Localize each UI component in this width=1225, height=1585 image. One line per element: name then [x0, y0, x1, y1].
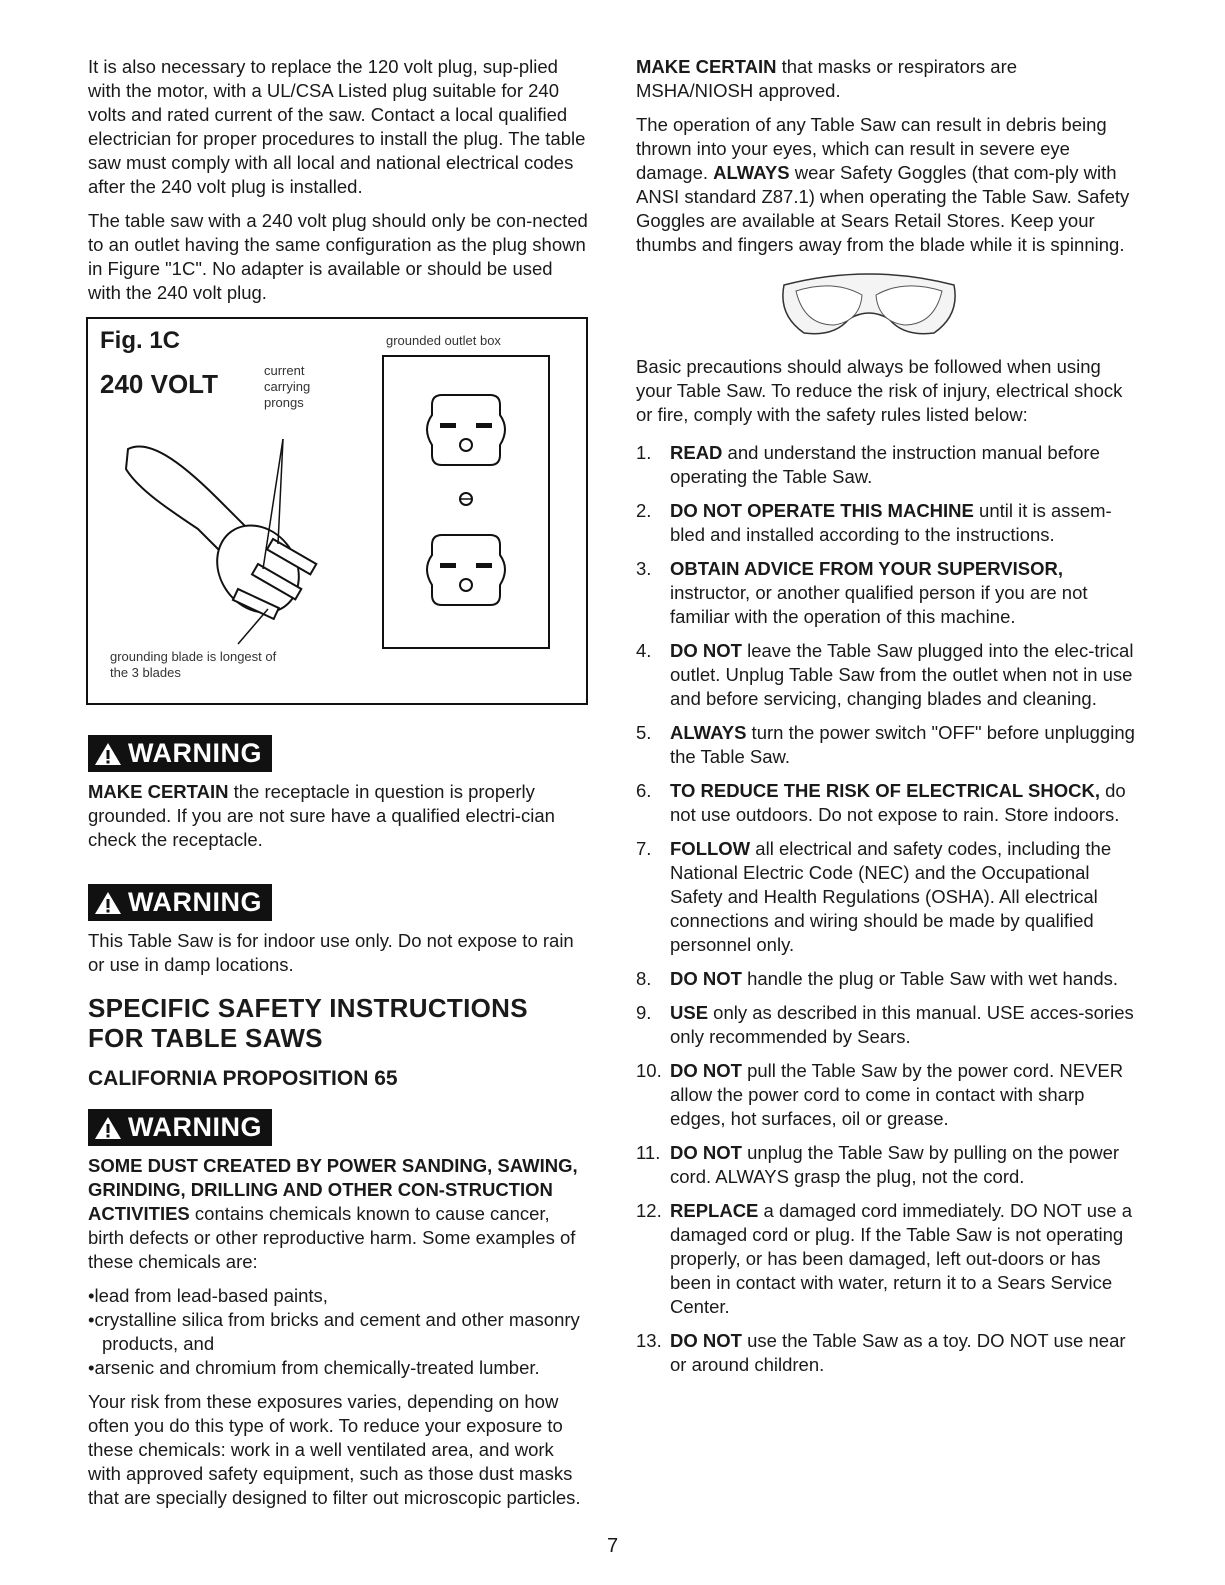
precautions-paragraph: Basic precautions should always be followed when using your Table Saw. To reduce the risk of injury, electrical shock or fire, comply with the safety rules listed below:	[636, 356, 1123, 425]
section-heading: SPECIFIC SAFETY INSTRUCTIONS FOR TABLE SAWS	[88, 993, 528, 1053]
safety-goggles-image	[774, 267, 964, 343]
warning-label: WARNING	[128, 887, 262, 917]
warning-2-text: This Table Saw is for indoor use only. Do not expose to rain or use in damp locations.	[88, 930, 574, 975]
warning-badge	[88, 735, 272, 772]
subheading: CALIFORNIA PROPOSITION 65	[88, 1067, 398, 1090]
warning-3-text: SOME DUST CREATED BY POWER SANDING, SAWING, GRINDING, DRILLING AND OTHER CON-STRUCTION ACTIVITIES contains chemicals known to cause cancer, birth defects or other reproductive harm. Some examples of these chemicals are:	[88, 1155, 578, 1272]
chemical-list	[88, 1284, 588, 1380]
list-item: 9. USE only as described in this manual. USE acces-sories only recommended by Sears.	[636, 1002, 1134, 1047]
list-item: 10. DO NOT pull the Table Saw by the power cord. NEVER allow the power cord to come in contact with sharp edges, hot surfaces, oil or grease.	[636, 1060, 1124, 1129]
page-number: 7	[606, 1535, 619, 1557]
left-column	[88, 55, 588, 1520]
right-column	[636, 55, 1136, 1387]
list-item: •arsenic and chromium from chemically-treated lumber.	[88, 1357, 540, 1378]
warning-badge	[88, 884, 272, 921]
list-item: 1. READ and understand the instruction manual before operating the Table Saw.	[636, 442, 1100, 487]
list-item: 6. TO REDUCE THE RISK OF ELECTRICAL SHOCK, do not use outdoors. Do not expose to rain. Store indoors.	[636, 780, 1126, 825]
outlet-box	[382, 355, 550, 649]
safety-rules-list	[636, 441, 1136, 1377]
list-item: •crystalline silica from bricks and cement and other masonry products, and	[88, 1309, 580, 1354]
plug-paragraph: The table saw with a 240 volt plug should only be con-nected to an outlet having the same configuration as the plug shown in Figure "1C". No adapter is available or should be used with the 240 volt plug.	[88, 210, 588, 303]
outlet-illustration	[384, 357, 548, 647]
blade-label: grounding blade is longest of the 3 blades	[110, 649, 277, 680]
list-item: 3. OBTAIN ADVICE FROM YOUR SUPERVISOR, instructor, or another qualified person if you are not familiar with the operation of this machine.	[636, 558, 1088, 627]
list-item: 11. DO NOT unplug the Table Saw by pulling on the power cord. ALWAYS grasp the plug, not the cord.	[636, 1142, 1120, 1187]
figure-title: Fig. 1C	[100, 327, 181, 354]
masks-paragraph: MAKE CERTAIN that masks or respirators are MSHA/NIOSH approved.	[636, 56, 1018, 101]
list-item: •lead from lead-based paints,	[88, 1285, 328, 1306]
warning-badge	[88, 1109, 272, 1146]
exposure-paragraph: Your risk from these exposures varies, depending on how often you do this type of work. To reduce your exposure to these chemicals: work in a well ventilated area, and work with approved safety equipment, such as those dust masks that are specially designed to filter out microscopic particles.	[88, 1391, 581, 1508]
warning-1-text: MAKE CERTAIN the receptacle in question is properly grounded. If you are not sure have a qualified electri-cian check the receptacle.	[88, 781, 555, 850]
list-item: 13. DO NOT use the Table Saw as a toy. DO NOT use near or around children.	[636, 1330, 1126, 1375]
list-item: 4. DO NOT leave the Table Saw plugged into the elec-trical outlet. Unplug Table Saw from the outlet when not in use and before servicing, changing blades and cleaning.	[636, 640, 1134, 709]
warning-triangle-icon	[94, 741, 122, 767]
plug-illustration	[108, 429, 348, 649]
list-item: 8. DO NOT handle the plug or Table Saw with wet hands.	[636, 968, 1119, 989]
warning-triangle-icon	[94, 890, 122, 916]
prongs-label: current carrying prongs	[264, 363, 311, 410]
intro-paragraph: It is also necessary to replace the 120 volt plug, sup-plied with the motor, with a UL/CSA Listed plug suitable for 240 volts and rated current of the saw. Contact a local qualified electrician for proper procedures to install the plug. The table saw must comply with all local and national electrical codes after the 240 volt plug is installed.	[88, 56, 586, 197]
outlet-label: grounded outlet box	[386, 333, 501, 348]
warning-label: WARNING	[128, 738, 262, 768]
list-item: 5. ALWAYS turn the power switch "OFF" before unplugging the Table Saw.	[636, 722, 1135, 767]
warning-label: WARNING	[128, 1112, 262, 1142]
list-item: 7. FOLLOW all electrical and safety codes, including the National Electric Code (NEC) and the Occupational Safety and Health Regulations (OSHA). All electrical connections and wiring should be made by qualified personnel only.	[636, 838, 1112, 955]
list-item: 2. DO NOT OPERATE THIS MACHINE until it is assem-bled and installed according to the instructions.	[636, 500, 1112, 545]
goggles-paragraph: The operation of any Table Saw can result in debris being thrown into your eyes, which can result in severe eye damage. ALWAYS wear Safety Goggles (that com-ply with ANSI standard Z87.1) when operating the Table Saw. Safety Goggles are available at Sears Retail Stores. Keep your thumbs and fingers away from the blade while it is spinning.	[636, 114, 1130, 255]
list-item: 12. REPLACE a damaged cord immediately. DO NOT use a damaged cord or plug. If the Table Saw is not operating properly, or has been damaged, left out-doors or has been in contact with water, return it to a Sears Service Center.	[636, 1200, 1132, 1317]
warning-triangle-icon	[94, 1115, 122, 1141]
figure-volt-label: 240 VOLT	[100, 369, 219, 399]
figure-1c	[86, 317, 588, 705]
